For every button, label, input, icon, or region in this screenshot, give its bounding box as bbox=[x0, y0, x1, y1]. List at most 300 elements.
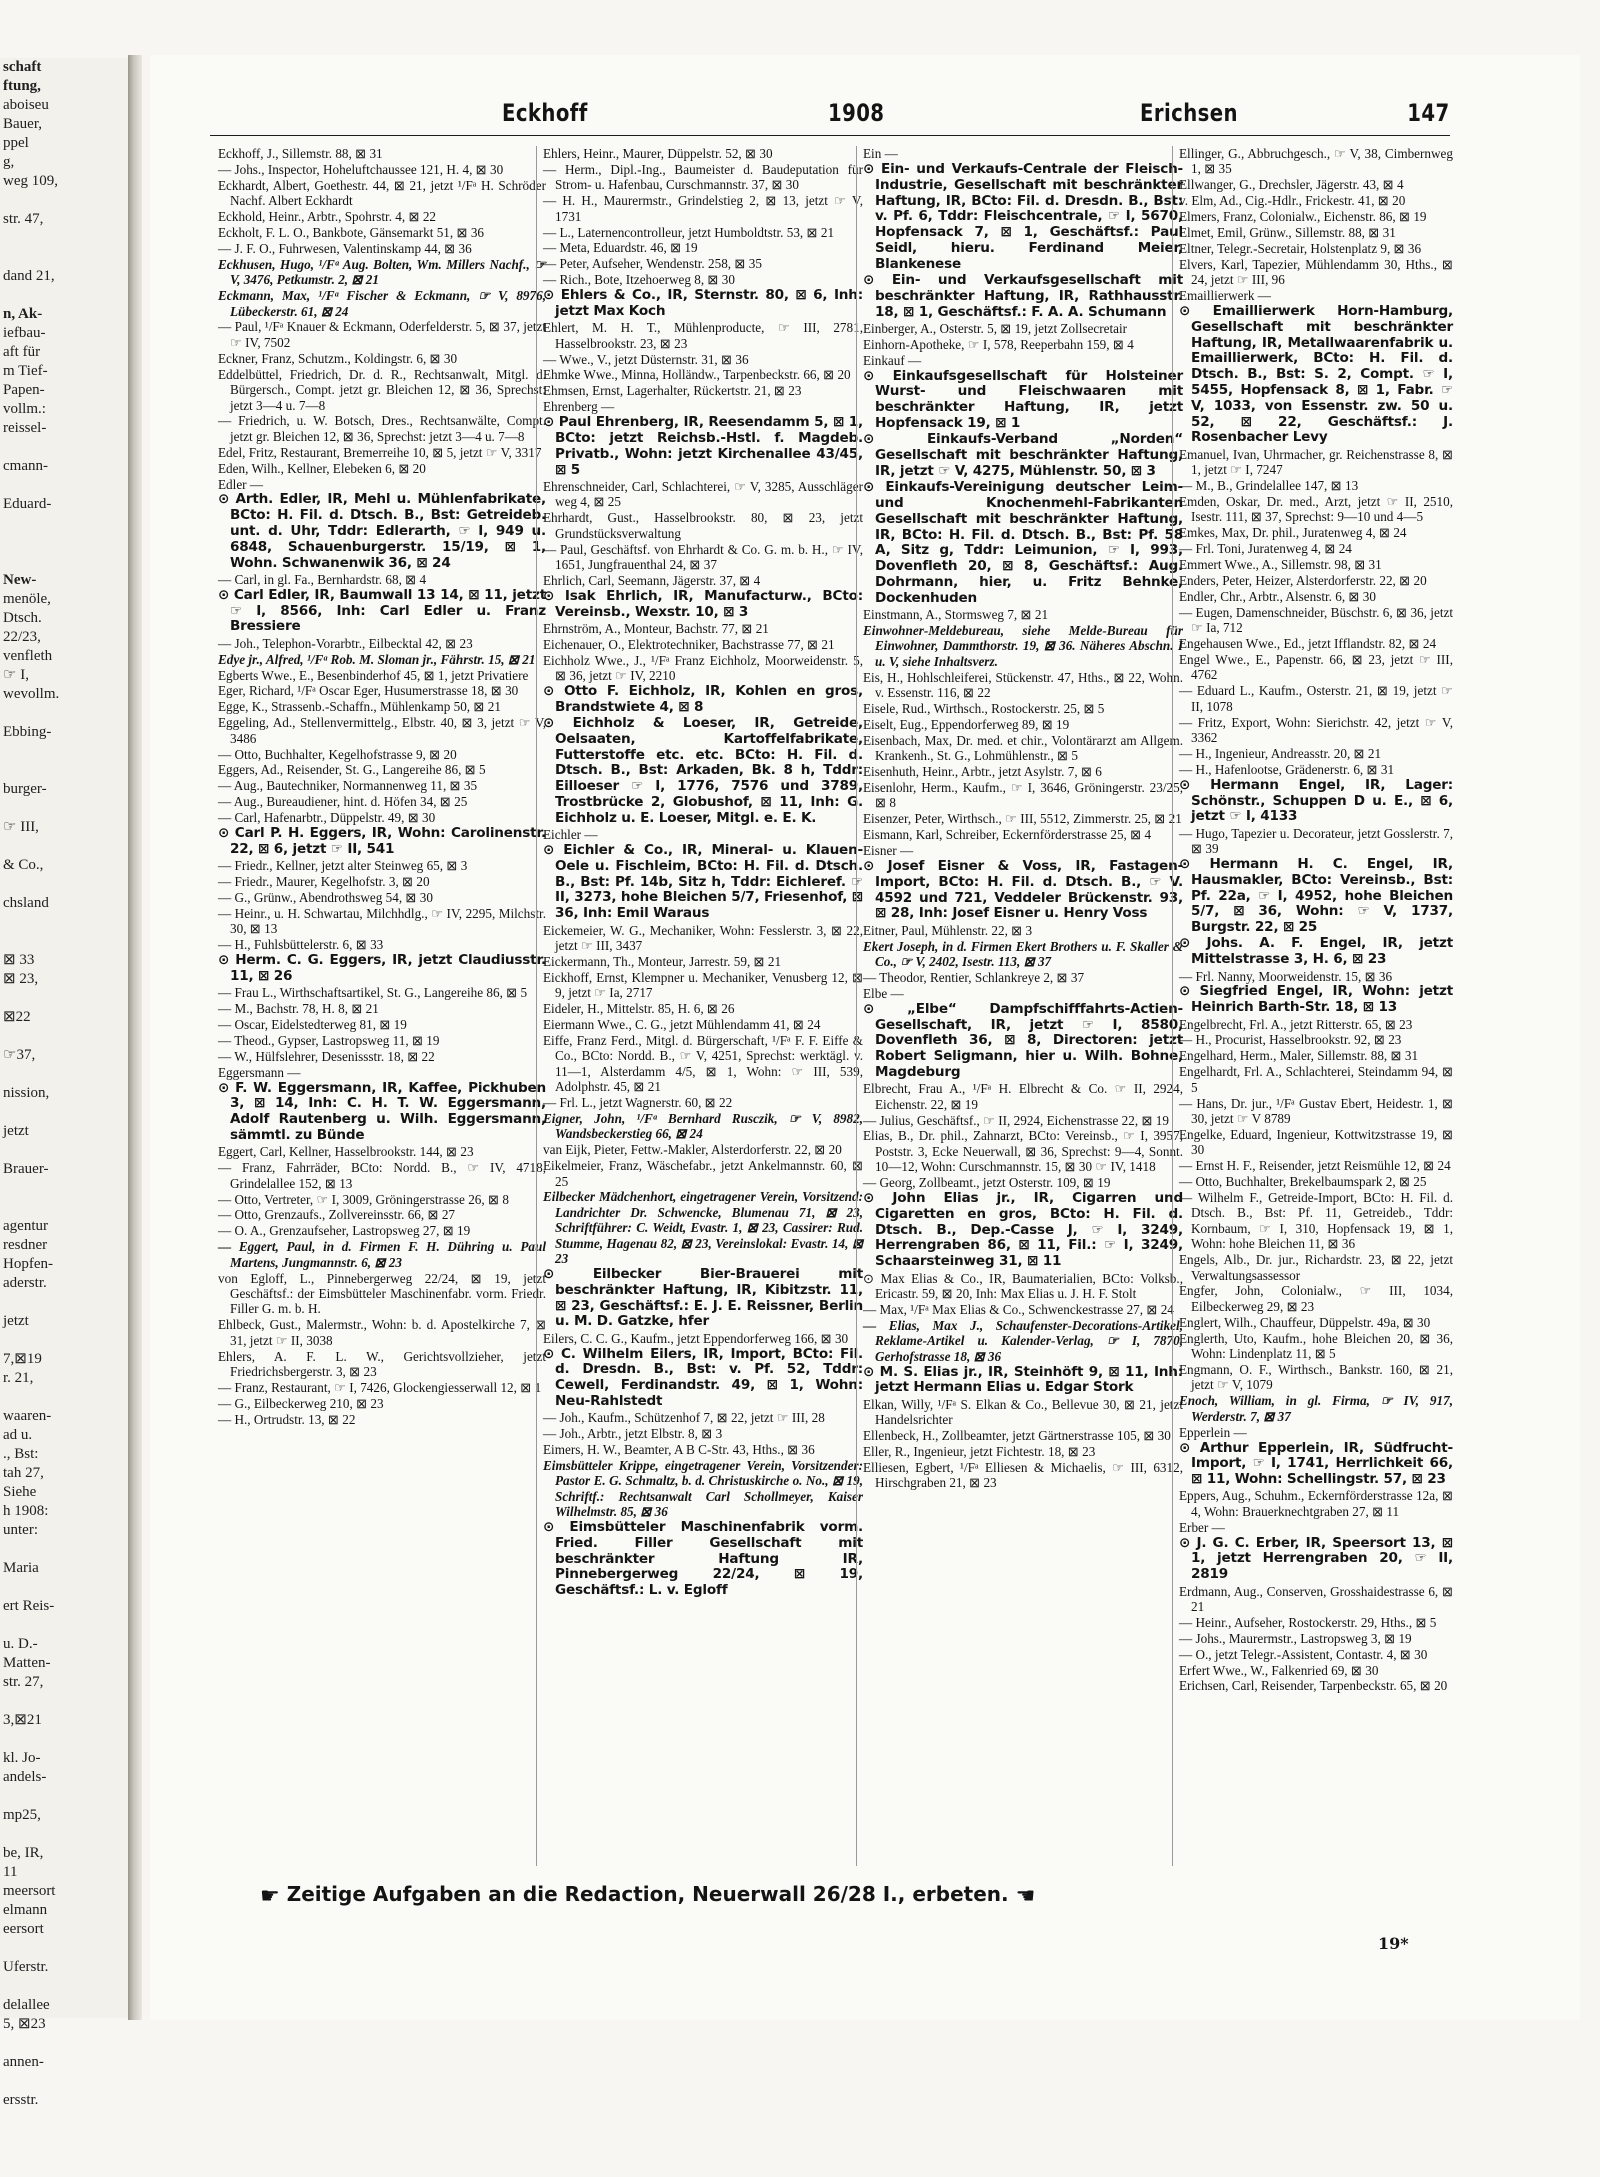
directory-entry: — Eugen, Damenschneider, Büschstr. 6, ⊠ 36, jetzt ☞ Ia, 712 bbox=[1179, 604, 1453, 636]
column-2 bbox=[536, 146, 863, 1866]
directory-entry: — Eggert, Paul, in d. Firmen F. H. Dühring u. Paul Martens, Jungmannstr. 6, ⊠ 23 bbox=[218, 1239, 546, 1270]
previous-page-line: annen- bbox=[3, 2054, 44, 2070]
directory-entry: Ehrlich, Carl, Seemann, Jägerstr. 37, ⊠ 4 bbox=[543, 572, 761, 588]
directory-entry: — Meta, Eduardstr. 46, ⊠ 19 bbox=[543, 240, 698, 256]
previous-page-line: 3,⊠21 bbox=[3, 1712, 42, 1728]
directory-entry: Eilbecker Mädchenhort, eingetragener Verein, Vorsitzend: Landrichter Dr. Schwencke, Blumenau 71, ⊠ 23, Schriftführer: C. Weidt, Evastr. 1, ⊠ 23, Cassirer: Rud. Stumme, Hagenau 82, ⊠ 23, Vereinslokal: Evastr. 14, ⊠ 23 bbox=[543, 1189, 863, 1267]
previous-page-line: jetzt bbox=[3, 1123, 29, 1139]
directory-entry: — Friedrich, u. W. Botsch, Dres., Rechtsanwälte, Compt. jetzt gr. Bleichen 12, ⊠ 36, Sprechst: jetzt 3—4 u. 7—8 bbox=[218, 413, 546, 444]
directory-entry: — Otto, Buchhalter, Brekelbaumspark 2, ⊠ 25 bbox=[1179, 1174, 1427, 1190]
directory-entry: ⊙ Arthur Epperlein, IR, Südfrucht-Import, ☞ I, 1741, Herrlichkeit 66, ⊠ 11, Wohn: Schellingstr. 57, ⊠ 23 bbox=[1179, 1439, 1453, 1488]
previous-page-line: ☞ III, bbox=[3, 819, 39, 835]
directory-entry: Elmet, Emil, Grünw., Sillemstr. 88, ⊠ 31 bbox=[1179, 225, 1396, 241]
previous-page-line bbox=[0, 286, 128, 305]
previous-page-line bbox=[0, 533, 128, 552]
directory-entry: Eddelbüttel, Friedrich, Dr. d. R., Rechtsanwalt, Mitgl. d. Bürgersch., Compt. jetzt gr. Bleichen 12, ⊠ 36, Sprechst: jetzt 3—4 u. 7—8 bbox=[218, 366, 546, 413]
previous-page-line: ☞ I, bbox=[3, 667, 29, 683]
directory-entry: Emanuel, Ivan, Uhrmacher, gr. Reichenstrasse 8, ⊠ 1, jetzt ☞ I, 7247 bbox=[1179, 446, 1453, 478]
previous-page-line: ppel bbox=[3, 135, 29, 151]
previous-page-line: eersort bbox=[3, 1921, 44, 1937]
directory-entry: Eckmann, Max, ¹/Fᵃ Fischer & Eckmann, ☞ V, 8976, Lübeckerstr. 61, ⊠ 24 bbox=[218, 288, 546, 319]
previous-page-line: be, IR, bbox=[3, 1845, 44, 1861]
previous-page-line bbox=[0, 932, 128, 951]
previous-page-line: ⊠ 23, bbox=[3, 971, 39, 987]
directory-entry: Egberts Wwe., E., Besenbinderhof 45, ⊠ 1, jetzt Privatiere bbox=[218, 667, 529, 683]
directory-entry: Eden, Wilh., Kellner, Elebeken 6, ⊠ 20 bbox=[218, 460, 426, 476]
directory-entry: Elmers, Franz, Colonialw., Eichenstr. 86, ⊠ 19 bbox=[1179, 209, 1427, 225]
directory-entry: — Rich., Bote, Itzehoerweg 8, ⊠ 30 bbox=[543, 272, 735, 288]
directory-entry: Erichsen, Carl, Reisender, Tarpenbeckstr. 65, ⊠ 20 bbox=[1179, 1678, 1448, 1694]
directory-entry: Engelke, Eduard, Ingenieur, Kottwitzstrasse 19, ⊠ 30 bbox=[1179, 1126, 1453, 1158]
directory-entry: Ehrenberg — bbox=[543, 399, 615, 415]
directory-entry: ⊙ „Elbe“ Dampfschifffahrts-Actien-Gesellschaft, IR, jetzt ☞ I, 8580, Dovenfleth 36, ⊠ 8, Directoren: jetzt Robert Seligmann, hier u. Wilh. Bohne, Magdeburg bbox=[863, 1000, 1183, 1080]
previous-page-line: resdner bbox=[3, 1237, 48, 1253]
previous-page-line bbox=[0, 476, 128, 495]
header-year: 1908 bbox=[828, 99, 885, 127]
previous-page-line: aboiseu bbox=[3, 97, 49, 113]
previous-page-line bbox=[0, 229, 128, 248]
directory-entry: Erber — bbox=[1179, 1519, 1225, 1535]
directory-entry: Ehrnström, A., Monteur, Bachstr. 77, ⊠ 21 bbox=[543, 620, 769, 636]
previous-page-line: delallee bbox=[3, 1997, 50, 2013]
directory-entry: ⊙ Eilbecker Bier-Brauerei mit beschränkter Haftung, IR, Kibitzstr. 11, ⊠ 23, Geschäftsf.: E. J. E. Reissner, Berlin u. M. D. Gatzke, hfer bbox=[543, 1265, 863, 1330]
previous-page-line: ert Reis- bbox=[3, 1598, 55, 1614]
directory-entry: ⊙ Josef Eisner & Voss, IR, Fastagen-Import, BCto: H. Fil. d. Dtsch. B., ☞ V. 4592 und 721, Veddeler Brückenstr. 93, ⊠ 28, Inh: Josef Eisner u. Henry Voss bbox=[863, 858, 1183, 922]
previous-page-line: wevollm. bbox=[3, 686, 60, 702]
directory-entry: Einberger, A., Osterstr. 5, ⊠ 19, jetzt Zollsecretair bbox=[863, 320, 1128, 336]
previous-page-line: waaren- bbox=[3, 1408, 52, 1424]
directory-entry: Eiselt, Eug., Eppendorferweg 89, ⊠ 19 bbox=[863, 716, 1070, 732]
directory-entry: Eisenbach, Max, Dr. med. et chir., Volontärarzt am Allgem. Krankenh., St. G., Lohmühlenstr., ⊠ 5 bbox=[863, 732, 1183, 764]
previous-page-line: ⊠22 bbox=[3, 1009, 31, 1025]
directory-entry: Elbrecht, Frau A., ¹/Fᵃ H. Elbrecht & Co. ☞ II, 2924, Eichenstr. 22, ⊠ 19 bbox=[863, 1081, 1183, 1112]
directory-entry: — Heinr., u. H. Schwartau, Milchhdlg., ☞ IV, 2295, Milchstr. 30, ⊠ 13 bbox=[218, 905, 546, 937]
previous-page-line: dand 21, bbox=[3, 268, 55, 284]
directory-entry: ⊙ Johs. A. F. Engel, IR, jetzt Mittelstrasse 3, H. 6, ⊠ 23 bbox=[1179, 935, 1453, 968]
previous-page-line: Dtsch. bbox=[3, 610, 42, 626]
previous-page-line: Uferstr. bbox=[3, 1959, 49, 1975]
directory-entry: ⊙ Eichler & Co., IR, Mineral- u. Klauen-Oele u. Fischleim, BCto: H. Fil. d. Dtsch. B., Bst: Pf. 14b, Sitz h, Tddr: Eichleref. ☞ II, 3273, hohe Bleichen 5/7, Friesenhof, ⊠ 36, Inh: Emil Waraus bbox=[543, 842, 863, 922]
previous-page-line: ☞37, bbox=[3, 1047, 36, 1063]
directory-entry: Einstmann, A., Stormsweg 7, ⊠ 21 bbox=[863, 607, 1049, 623]
previous-page-line: 5, ⊠23 bbox=[3, 2016, 46, 2032]
directory-entry: — W., Hülfslehrer, Desenissstr. 18, ⊠ 22 bbox=[218, 1048, 435, 1064]
previous-page-line bbox=[0, 191, 128, 210]
previous-page-line: tah 27, bbox=[3, 1465, 44, 1481]
column-1 bbox=[218, 146, 546, 1866]
previous-page-line: vollm.: bbox=[3, 401, 46, 417]
previous-page-line: Hopfen- bbox=[3, 1256, 53, 1272]
previous-page-line bbox=[0, 1825, 128, 1844]
previous-page-line bbox=[0, 1578, 128, 1597]
directory-entry: Einhorn-Apotheke, ☞ I, 578, Reeperbahn 159, ⊠ 4 bbox=[863, 336, 1134, 352]
directory-entry: Epperlein — bbox=[1179, 1424, 1247, 1440]
previous-page-line: jetzt bbox=[3, 1313, 29, 1329]
directory-entry: Ehrhardt, Gust., Hasselbrookstr. 80, ⊠ 23, jetzt Grundstücksverwaltung bbox=[543, 510, 863, 541]
previous-page-line bbox=[0, 248, 128, 267]
previous-page-line bbox=[0, 913, 128, 932]
directory-entry: Elkan, Willy, ¹/Fᵃ S. Elkan & Co., Bellevue 30, ⊠ 21, jetzt Handelsrichter bbox=[863, 1396, 1183, 1428]
directory-entry: von Egloff, L., Pinnebergerweg 22/24, ⊠ 19, jetzt Geschäftsf.: der Eimsbütteler Maschinenfabr. vorm. Friedr. Filler G. m. b. H. bbox=[218, 1270, 546, 1317]
previous-page-line: unter: bbox=[3, 1522, 38, 1538]
directory-entry: Ein — bbox=[863, 146, 898, 161]
previous-page-line bbox=[0, 1977, 128, 1996]
book-gutter bbox=[128, 55, 142, 2020]
directory-entry: Eckner, Franz, Schutzm., Koldingstr. 6, ⊠ 30 bbox=[218, 350, 458, 366]
directory-entry: v. Elm, Ad., Cig.-Hdlr., Frickestr. 41, ⊠ 20 bbox=[1179, 193, 1406, 209]
directory-entry: Elbe — bbox=[863, 985, 904, 1001]
footer-text: Zeitige Aufgaben an die Redaction, Neuerwall 26/28 I., erbeten. bbox=[286, 1882, 1009, 1906]
directory-entry: ⊙ Hermann H. C. Engel, IR, Hausmakler, BCto: Vereinsb., Bst: Pf. 22a, ☞ I, 4952, hohe Bleichen 5/7, ⊠ 36, Wohn: ☞ V, 1737, Burgstr. 22, ⊠ 25 bbox=[1179, 855, 1453, 936]
directory-entry: — Aug., Bautechniker, Normannenweg 11, ⊠ 35 bbox=[218, 778, 478, 794]
directory-entry: ⊙ John Elias jr., IR, Cigarren und Cigaretten en gros, BCto: H. Fil. d. Dtsch. B., Dep.-Casse J, ☞ I, 3249, Herrengraben 86, ⊠ 11, Fil.: ☞ I, 3249, Schaarsteinweg 31, ⊠ 11 bbox=[863, 1190, 1183, 1270]
directory-entry: — Wwe., V., jetzt Düsternstr. 31, ⊠ 36 bbox=[543, 351, 749, 367]
previous-page-line bbox=[0, 1616, 128, 1635]
previous-page-line bbox=[0, 1065, 128, 1084]
directory-entry: — Theod., Gypser, Lastropsweg 11, ⊠ 19 bbox=[218, 1032, 440, 1048]
previous-page-line: ersstr. bbox=[3, 2092, 39, 2108]
directory-entry: Eismann, Karl, Schreiber, Eckernförderstrasse 25, ⊠ 4 bbox=[863, 827, 1152, 843]
previous-page-line: New- bbox=[3, 572, 37, 588]
directory-entry: ⊙ Herm. C. G. Eggers, IR, jetzt Claudiusstr. 11, ⊠ 26 bbox=[218, 952, 546, 984]
directory-entry: — Franz, Fahrräder, BCto: Nordd. B., ☞ IV, 4718, Grindelallee 152, ⊠ 13 bbox=[218, 1160, 546, 1191]
directory-entry: — G., Grünw., Abendrothsweg 54, ⊠ 30 bbox=[218, 890, 433, 905]
directory-entry: — Herm., Dipl.-Ing., Baumeister d. Baudeputation für Strom- u. Hafenbau, Curschmannstr. 37, ⊠ 30 bbox=[543, 161, 863, 193]
previous-page-line: ftung, bbox=[3, 78, 41, 94]
directory-entry: Emmert Wwe., A., Sillemstr. 98, ⊠ 31 bbox=[1179, 557, 1382, 573]
directory-entry: — Johs., Inspector, Hoheluftchaussee 121, H. 4, ⊠ 30 bbox=[218, 161, 504, 177]
directory-entry: — Fritz, Export, Wohn: Sierichstr. 42, jetzt ☞ V, 3362 bbox=[1179, 714, 1453, 746]
directory-entry: — Eduard L., Kaufm., Osterstr. 21, ⊠ 19, jetzt ☞ II, 1078 bbox=[1179, 683, 1453, 714]
directory-entry: ⊙ F. W. Eggersmann, IR, Kaffee, Pickhuben 3, ⊠ 14, Inh: C. H. T. W. Eggersmann, Adolf Rautenberg u. Wilh. Eggersmann, sämmtl. zu Bünde bbox=[218, 1079, 546, 1144]
directory-entry: — Frl. L., jetzt Wagnerstr. 60, ⊠ 22 bbox=[543, 1094, 733, 1110]
previous-page-line bbox=[0, 514, 128, 533]
directory-entry: — Wilhelm F., Getreide-Import, BCto: H. Fil. d. Dtsch. B., Bst: Pf. 11, Getreideb., Tddr: Kornbaum, ☞ I, 310, Hopfensack 19, ⊠ 1, Wohn: hohe Bleichen 11, ⊠ 36 bbox=[1179, 1190, 1453, 1252]
directory-entry: Eckhold, Heinr., Arbtr., Spohrstr. 4, ⊠ 22 bbox=[218, 209, 437, 225]
directory-entry: Ehlers, A. F. L. W., Gerichtsvollzieher, jetzt Friedrichsbergerstr. 3, ⊠ 23 bbox=[218, 1348, 546, 1380]
directory-entry: Engehausen Wwe., Ed., jetzt Ifflandstr. 82, ⊠ 24 bbox=[1179, 636, 1437, 652]
directory-entry: ⊙ Otto F. Eichholz, IR, Kohlen en gros, Brandstwiete 4, ⊠ 8 bbox=[543, 682, 863, 715]
directory-entry: Elvers, Karl, Tapezier, Mühlendamm 30, Hths., ⊠ 24, jetzt ☞ III, 96 bbox=[1179, 256, 1453, 288]
directory-entry: — Otto, Grenzaufs., Zollvereinsstr. 66, ⊠ 27 bbox=[218, 1207, 456, 1223]
directory-entry: ⊙ Ehlers & Co., IR, Sternstr. 80, ⊠ 6, Inh: jetzt Max Koch bbox=[543, 287, 863, 319]
directory-entry: Eppers, Aug., Schuhm., Eckernförderstrasse 12a, ⊠ 4, Wohn: Brauerknechtgraben 27, ⊠ 11 bbox=[1179, 1488, 1453, 1519]
directory-entry: Ehrenschneider, Carl, Schlachterei, ☞ V, 3285, Ausschläger weg 4, ⊠ 25 bbox=[543, 478, 863, 510]
previous-page-line: Maria bbox=[3, 1560, 39, 1576]
column-4 bbox=[1172, 146, 1453, 1866]
previous-page-line: aft für bbox=[3, 344, 41, 360]
directory-entry: — H., Procurist, Hasselbrookstr. 92, ⊠ 23 bbox=[1179, 1032, 1402, 1048]
directory-entry: Eis, H., Hohlschleiferei, Stückenstr. 47, Hths., ⊠ 22, Wohn. v. Essenstr. 116, ⊠ 22 bbox=[863, 669, 1183, 701]
directory-entry: Edye jr., Alfred, ¹/Fᵃ Rob. M. Sloman jr., Fährstr. 15, ⊠ 21 bbox=[218, 651, 536, 667]
directory-entry: Eggert, Carl, Kellner, Hasselbrookstr. 144, ⊠ 23 bbox=[218, 1144, 474, 1160]
directory-entry: Enoch, William, in gl. Firma, ☞ IV, 917, Werderstr. 7, ⊠ 37 bbox=[1179, 1393, 1453, 1424]
directory-entry: ⊙ C. Wilhelm Eilers, IR, Import, BCto: Fil. d. Dresdn. B., Bst: v. Pf. 52, Tddr: Cewell, Ferdinandstr. 49, ⊠ 1, Wohn: Neu-Rahlstedt bbox=[543, 1345, 863, 1409]
previous-page-line: ad u. bbox=[3, 1427, 33, 1443]
directory-entry: ⊙ Hermann Engel, IR, Lager: Schönstr., Schuppen D u. E., ⊠ 6, jetzt ☞ I, 4133 bbox=[1179, 776, 1453, 825]
directory-entry: Eisele, Rud., Wirthsch., Rostockerstr. 25, ⊠ 5 bbox=[863, 700, 1105, 716]
previous-page-line bbox=[0, 1540, 128, 1559]
directory-entry: Einwohner-Meldebureau, siehe Melde-Bureau für Einwohner, Dammthorstr. 19, ⊠ 36. Näheres Abschn. I u. V, siehe Inhaltsverz. bbox=[863, 622, 1183, 669]
directory-entry: — Max, ¹/Fᵃ Max Elias & Co., Schwenckestrasse 27, ⊠ 24 bbox=[863, 1301, 1174, 1317]
directory-entry: Eichholz Wwe., J., ¹/Fᵃ Franz Eichholz, Moorweidenstr. 5, ⊠ 36, jetzt ☞ IV, 2210 bbox=[543, 652, 863, 684]
previous-page-line: mp25, bbox=[3, 1807, 41, 1823]
running-header bbox=[210, 95, 1450, 136]
directory-entry: — Joh., Telephon-Vorarbtr., Eilbecktal 42, ⊠ 23 bbox=[218, 635, 473, 651]
directory-entry: Englert, Wilh., Chauffeur, Düppelstr. 49a, ⊠ 30 bbox=[1179, 1314, 1431, 1330]
directory-entry: Eimsbütteler Krippe, eingetragener Verein, Vorsitzender: Pastor E. G. Schmaltz, b. d. Christuskirche o. No., ⊠ 19, Schriftf.: Rechtsanwalt Carl Schollmeyer, Kaiser Wilhelmstr. 85, ⊠ 36 bbox=[543, 1457, 863, 1520]
directory-entry: — H., Hafenlootse, Grädenerstr. 6, ⊠ 31 bbox=[1179, 761, 1395, 777]
previous-page-line: 7,⊠19 bbox=[3, 1351, 42, 1367]
directory-entry: Elliesen, Egbert, ¹/Fᵃ Elliesen & Michaelis, ☞ III, 6312, Hirschgraben 21, ⊠ 23 bbox=[863, 1459, 1183, 1491]
directory-entry: Ehlert, M. H. T., Mühlenproducte, ☞ III, 2781, Hasselbrookstr. 23, ⊠ 23 bbox=[543, 320, 863, 351]
previous-page-line: elmann bbox=[3, 1902, 48, 1918]
previous-page-line: andels- bbox=[3, 1769, 47, 1785]
header-first-entry: Eckhoff bbox=[502, 99, 588, 127]
previous-page-line bbox=[0, 1141, 128, 1160]
previous-page-line: weg 109, bbox=[3, 173, 58, 189]
directory-entry: — L., Laternencontrolleur, jetzt Humboldtstr. 53, ⊠ 21 bbox=[543, 224, 835, 240]
previous-page-line bbox=[0, 2072, 128, 2091]
pointing-hand-left-icon: ☛ bbox=[260, 1884, 280, 1909]
page-number: 147 bbox=[1407, 99, 1450, 127]
directory-entry: Emden, Oskar, Dr. med., Arzt, jetzt ☞ II, 2510, Isestr. 111, ⊠ 37, Sprechst: 9—10 und 4—5 bbox=[1179, 493, 1453, 525]
previous-page-line: aderstr. bbox=[3, 1275, 47, 1291]
previous-page-line: Eduard- bbox=[3, 496, 52, 512]
directory-entry: Egge, K., Strassenb.-Schaffn., Mühlenkamp 50, ⊠ 21 bbox=[218, 699, 501, 715]
directory-entry: Eikelmeier, Franz, Wäschefabr., jetzt Ankelmannstr. 60, ⊠ 25 bbox=[543, 1158, 863, 1189]
directory-entry: Eggeling, Ad., Stellenvermittelg., Elbstr. 40, ⊠ 3, jetzt ☞ V, 3486 bbox=[218, 715, 546, 746]
directory-entry: — Peter, Aufseher, Wendenstr. 258, ⊠ 35 bbox=[543, 256, 762, 272]
previous-page-line: reissel- bbox=[3, 420, 47, 436]
directory-entry: — Heinr., Aufseher, Rostockerstr. 29, Hths., ⊠ 5 bbox=[1179, 1614, 1437, 1630]
directory-entry: Eisenlohr, Herm., Kaufm., ☞ I, 3646, Gröningerstr. 23/25, ⊠ 8 bbox=[863, 780, 1183, 811]
previous-page-line: Siehe bbox=[3, 1484, 37, 1500]
previous-page-line: meersort bbox=[3, 1883, 56, 1899]
previous-page-line bbox=[0, 1939, 128, 1958]
directory-entry: — Friedr., Maurer, Kegelhofstr. 3, ⊠ 20 bbox=[218, 874, 430, 890]
directory-entry: — Ernst H. F., Reisender, jetzt Reismühle 12, ⊠ 24 bbox=[1179, 1158, 1451, 1174]
previous-page-line bbox=[0, 1103, 128, 1122]
directory-entry: — Oscar, Eidelstedterweg 81, ⊠ 19 bbox=[218, 1017, 407, 1033]
directory-entry: ⊙ Emaillierwerk Horn-Hamburg, Gesellschaft mit beschränkter Haftung, IR, Metallwaarenfabrik u. Emaillierwerk, BCto: H. Fil. d. Dtsch. B., Bst: S. 2, Compt. ☞ I, 5455, Hopfensack 8, ⊠ 1, Fabr. ☞ V, 1033, von Essenstr. zw. 50 u. 52, ⊠ 22, Geschäftsf.: J. Rosenbacher Levy bbox=[1179, 303, 1453, 446]
directory-entry: Elias, B., Dr. phil., Zahnarzt, BCto: Vereinsb., ☞ I, 3957, Poststr. 3, Ecke Neuerwall, ⊠ 36, Sprechst: 9—4, Sonnt. 10—12, Wohn: Curschmannstr. 15, ⊠ 30 ☞ IV, 1418 bbox=[863, 1128, 1183, 1175]
directory-entry: — Frl. Nanny, Moorweidenstr. 15, ⊠ 36 bbox=[1179, 968, 1393, 984]
directory-entry: Englerth, Uto, Kaufm., hohe Bleichen 20, ⊠ 36, Wohn: Lindenplatz 11, ⊠ 5 bbox=[1179, 1330, 1453, 1362]
previous-page-line: ⊠ 33 bbox=[3, 952, 35, 968]
previous-page-line bbox=[0, 1027, 128, 1046]
directory-entry: Eger, Richard, ¹/Fᵃ Oscar Eger, Husumerstrasse 18, ⊠ 30 bbox=[218, 683, 519, 699]
previous-page-line bbox=[0, 761, 128, 780]
previous-page-line: schaft bbox=[3, 59, 42, 75]
directory-entry: — G., Eilbeckerweg 210, ⊠ 23 bbox=[218, 1395, 384, 1411]
directory-entry: Eisenhuth, Heinr., Arbtr., jetzt Asylstr. 7, ⊠ 6 bbox=[863, 764, 1102, 780]
previous-page-line bbox=[0, 1730, 128, 1749]
previous-page-line bbox=[0, 438, 128, 457]
previous-page-line: str. 47, bbox=[3, 211, 44, 227]
directory-entry: Eller, R., Ingenieur, jetzt Fichtestr. 18, ⊠ 23 bbox=[863, 1443, 1096, 1459]
directory-entry: — Georg, Zollbeamt., jetzt Osterstr. 109, ⊠ 19 bbox=[863, 1175, 1111, 1191]
directory-entry: Eitner, Paul, Mühlenstr. 22, ⊠ 3 bbox=[863, 922, 1033, 938]
previous-page-line: Papen- bbox=[3, 382, 45, 398]
directory-entry: — Franz, Restaurant, ☞ I, 7426, Glockengiesserwall 12, ⊠ 1 bbox=[218, 1379, 542, 1395]
directory-entry: — Aug., Bureaudiener, hint. d. Höfen 34, ⊠ 25 bbox=[218, 794, 468, 810]
directory-entry: Eggersmann — bbox=[218, 1064, 301, 1080]
directory-entry: — Theodor, Rentier, Schlankreye 2, ⊠ 37 bbox=[863, 969, 1085, 985]
previous-page-line bbox=[0, 1787, 128, 1806]
directory-entry: Ehlers, Heinr., Maurer, Düppelstr. 52, ⊠ 30 bbox=[543, 146, 773, 161]
directory-entry: ⊙ J. G. C. Erber, IR, Speersort 13, ⊠ 1, jetzt Herrengraben 20, ☞ II, 2819 bbox=[1179, 1534, 1453, 1583]
previous-page-line bbox=[0, 837, 128, 856]
previous-page-line: 11 bbox=[3, 1864, 18, 1880]
directory-entry: ⊙ Ein- und Verkaufs-Centrale der Fleisch-Industrie, Gesellschaft mit beschränkter Haftung, IR, BCto: Fil. d. Dresdn. B., Bst: v. Pf. 6, Tddr: Fleischcentrale, ☞ I, 5670, Hopfensack 7, ⊠ 1, Geschäftsf.: Paul Seidl, hieru. Ferdinand Meier, Blankenese bbox=[863, 160, 1183, 272]
directory-entry: Engel Wwe., E., Papenstr. 66, ⊠ 23, jetzt ☞ III, 4762 bbox=[1179, 652, 1453, 683]
previous-page-line bbox=[0, 552, 128, 571]
directory-entry: — Hans, Dr. jur., ¹/Fᵃ Gustav Ebert, Heidestr. 1, ⊠ 30, jetzt ☞ V 8789 bbox=[1179, 1095, 1453, 1126]
directory-entry: Endler, Chr., Arbtr., Alsenstr. 6, ⊠ 30 bbox=[1179, 588, 1376, 604]
directory-entry: Ekert Joseph, in d. Firmen Ekert Brothers u. F. Skaller & Co., ☞ V, 2402, Isestr. 113, ⊠ 37 bbox=[863, 938, 1183, 970]
directory-entry: Eckhoff, J., Sillemstr. 88, ⊠ 31 bbox=[218, 146, 383, 161]
previous-page-line bbox=[0, 704, 128, 723]
directory-entry: — J. F. O., Fuhrwesen, Valentinskamp 44, ⊠ 36 bbox=[218, 240, 472, 256]
previous-page-line: str. 27, bbox=[3, 1674, 44, 1690]
directory-entry: — Johs., Maurermstr., Lastropsweg 3, ⊠ 19 bbox=[1179, 1630, 1412, 1646]
pointing-hand-right-icon: ☚ bbox=[1015, 1884, 1036, 1909]
directory-entry: Eisner — bbox=[863, 843, 914, 859]
previous-page-line bbox=[0, 1331, 128, 1350]
directory-entry: — Carl, in gl. Fa., Bernhardstr. 68, ⊠ 4 bbox=[218, 571, 427, 587]
previous-page-line: ., Bst: bbox=[3, 1446, 39, 1462]
directory-entry: ⊙ Einkaufsgesellschaft für Holsteiner Wurst- und Fleischwaaren mit beschränkter Haftung, IR, jetzt Hopfensack 19, ⊠ 1 bbox=[863, 367, 1183, 431]
directory-entry: Ehlbeck, Gust., Malermstr., Wohn: b. d. Apostelkirche 7, ⊠ 31, jetzt ☞ II, 3038 bbox=[218, 1317, 546, 1348]
directory-entry: — O., jetzt Telegr.-Assistent, Contastr. 4, ⊠ 30 bbox=[1179, 1646, 1428, 1662]
previous-page-line: 22/23, bbox=[3, 629, 41, 645]
previous-page-line: Brauer- bbox=[3, 1161, 49, 1177]
previous-page-line: iefbau- bbox=[3, 325, 46, 341]
directory-entry: ⊙ Einkaufs-Vereinigung deutscher Leim- und Knochenmehl-Fabrikanten Gesellschaft mit beschränkter Haftung, IR, BCto: H. Fil. d. Dtsch. B., Bst: Pf. 58 A, Sitz g, Tddr: Leimunion, ☞ I, 993, Dovenfleth 20, ⊠ 8, Geschäftsf.: Aug. Dohrmann, hier, u. Fritz Behnke, Dockenhuden bbox=[863, 479, 1183, 606]
directory-entry: — Paul, Geschäftsf. von Ehrhardt & Co. G. m. b. H., ☞ IV, 1651, Jungfrauenthal 24, ⊠ 37 bbox=[543, 541, 863, 572]
directory-entry: Ehmke Wwe., Minna, Holländw., Tarpenbeckstr. 66, ⊠ 20 bbox=[543, 367, 851, 383]
directory-entry: ⊙ Isak Ehrlich, IR, Manufacturw., BCto: Vereinsb., Wexstr. 10, ⊠ 3 bbox=[543, 587, 863, 620]
directory-entry: — Hugo, Tapezier u. Decorateur, jetzt Gosslerstr. 7, ⊠ 39 bbox=[1179, 825, 1453, 857]
previous-page-line bbox=[0, 1388, 128, 1407]
directory-entry: — Paul, ¹/Fᵃ Knauer & Eckmann, Oderfelderstr. 5, ⊠ 37, jetzt ☞ IV, 7502 bbox=[218, 319, 546, 350]
previous-page-line bbox=[0, 1179, 128, 1198]
directory-entry: Eckholt, F. L. O., Bankbote, Gänsemarkt 51, ⊠ 36 bbox=[218, 225, 485, 241]
directory-entry: Emaillierwerk — bbox=[1179, 288, 1271, 304]
directory-entry: — Friedr., Kellner, jetzt alter Steinweg 65, ⊠ 3 bbox=[218, 858, 468, 874]
directory-entry: Eckhardt, Albert, Goethestr. 44, ⊠ 21, jetzt ¹/Fᵃ H. Schröder Nachf. Albert Eckhardt bbox=[218, 177, 546, 209]
directory-entry: ⊙ M. S. Elias jr., IR, Steinhöft 9, ⊠ 11, Inh: jetzt Hermann Elias u. Edgar Stork bbox=[863, 1363, 1183, 1396]
previous-page-line: cmann- bbox=[3, 458, 48, 474]
previous-page-line: Bauer, bbox=[3, 116, 42, 132]
directory-entry: ⊙ Max Elias & Co., IR, Baumaterialien, BCto: Volksb., Ericastr. 59, ⊠ 20, Inh: Max Elias u. J. H. F. Stolt bbox=[863, 1270, 1183, 1301]
directory-entry: ⊙ Eimsbütteler Maschinenfabrik vorm. Fried. Filler Gesellschaft mit beschränkter Haftung IR, Pinnebergerweg 22/24, ⊠ 19, Geschäftsf.: L. v. Egloff bbox=[543, 1519, 863, 1599]
directory-entry: ⊙ Siegfried Engel, IR, Wohn: jetzt Heinrich Barth-Str. 18, ⊠ 13 bbox=[1179, 983, 1453, 1016]
previous-page-fragment bbox=[0, 58, 129, 2108]
directory-entry: Edel, Fritz, Restaurant, Bremerreihe 10, ⊠ 5, jetzt ☞ V, 3317 bbox=[218, 444, 542, 460]
previous-page-line bbox=[0, 799, 128, 818]
directory-entry: Eiffe, Franz Ferd., Mitgl. d. Bürgerschaft, ¹/Fᵃ F. F. Eiffe & Co., BCto: Nordd. B., ☞ V, 4251, Sprechst: werktägl. v. 11—1, Alsterdamm 4/5, ⊠ 1, Wohn: ☞ III, 539, Adolphstr. 45, ⊠ 21 bbox=[543, 1032, 863, 1095]
directory-entry: — Carl, Hafenarbtr., Düppelstr. 49, ⊠ 30 bbox=[218, 810, 436, 826]
directory-entry: Eickemeier, W. G., Mechaniker, Wohn: Fesslerstr. 3, ⊠ 22, jetzt ☞ III, 3437 bbox=[543, 922, 863, 953]
previous-page-line: burger- bbox=[3, 781, 47, 797]
directory-entry: Eigner, John, ¹/Fᵃ Bernhard Rusczik, ☞ V, 8982, Wandsbeckerstieg 66, ⊠ 24 bbox=[543, 1110, 863, 1142]
directory-entry: Eickhoff, Ernst, Klempner u. Mechaniker, Venusberg 12, ⊠ 9, jetzt ☞ Ia, 2717 bbox=[543, 969, 863, 1001]
directory-entry: Ehmsen, Ernst, Lagerhalter, Rückertstr. 21, ⊠ 23 bbox=[543, 383, 802, 399]
directory-entry: ⊙ Arth. Edler, IR, Mehl u. Mühlenfabrikate, BCto: H. Fil. d. Dtsch. B., Bst: Getreideb. unt. d. Uhr, Tddr: Edlerarth, ☞ I, 949 u. 6848, Schauenburgerstr. 15/19, ⊠ 1, Wohn. Schwanenwik 36, ⊠ 24 bbox=[218, 491, 546, 571]
directory-entry: Enders, Peter, Heizer, Alsterdorferstr. 22, ⊠ 20 bbox=[1179, 572, 1427, 588]
directory-entry: Eichler — bbox=[543, 827, 598, 843]
previous-page-line: agentur bbox=[3, 1218, 48, 1234]
directory-entry: Emkes, Max, Dr. phil., Juratenweg 4, ⊠ 24 bbox=[1179, 525, 1407, 541]
directory-entry: Eimers, H. W., Beamter, A B C-Str. 43, Hths., ⊠ 36 bbox=[543, 1442, 815, 1458]
previous-page-line: nission, bbox=[3, 1085, 50, 1101]
previous-page-line bbox=[0, 1692, 128, 1711]
previous-page-line: n, Ak- bbox=[3, 306, 43, 322]
directory-entry: Eckhusen, Hugo, ¹/Fᵃ Aug. Bolten, Wm. Millers Nachf., ☞ V, 3476, Petkumstr. 2, ⊠ 21 bbox=[218, 256, 546, 288]
directory-entry: ⊙ Paul Ehrenberg, IR, Reesendamm 5, ⊠ 1, BCto: jetzt Reichsb.-Hstl. f. Magdeb. Privatb., Wohn: jetzt Kirchenallee 43/45, ⊠ 5 bbox=[543, 414, 863, 478]
directory-entry: Edler — bbox=[218, 476, 264, 492]
directory-entry: — Joh., Kaufm., Schützenhof 7, ⊠ 22, jetzt ☞ III, 28 bbox=[543, 1410, 825, 1426]
column-3 bbox=[856, 146, 1183, 1866]
directory-entry: ⊙ Carl P. H. Eggers, IR, Wohn: Carolinenstr. 22, ⊠ 6, jetzt ☞ II, 541 bbox=[218, 825, 546, 857]
previous-page-line: m Tief- bbox=[3, 363, 48, 379]
directory-entry: Engels, Alb., Dr. jur., Richardstr. 23, ⊠ 22, jetzt Verwaltungsassessor bbox=[1179, 1252, 1453, 1283]
previous-page-line: g, bbox=[3, 154, 15, 170]
previous-page-line bbox=[0, 989, 128, 1008]
directory-entry: — Julius, Geschäftsf., ☞ II, 2924, Eichenstrasse 22, ⊠ 19 bbox=[863, 1112, 1169, 1128]
directory-entry: Erdmann, Aug., Conserven, Grosshaidestrasse 6, ⊠ 21 bbox=[1179, 1583, 1453, 1614]
previous-page-line: kl. Jo- bbox=[3, 1750, 41, 1766]
directory-entry: Eideler, H., Mittelstr. 85, H. 6, ⊠ 26 bbox=[543, 1001, 735, 1017]
directory-entry: — H. H., Maurermstr., Grindelstieg 2, ⊠ 13, jetzt ☞ V, 1731 bbox=[543, 193, 863, 224]
directory-entry: Engfer, John, Colonialw., ☞ III, 1034, Eilbeckerweg 29, ⊠ 23 bbox=[1179, 1283, 1453, 1314]
directory-entry: Eichenauer, O., Elektrotechniker, Bachstrasse 77, ⊠ 21 bbox=[543, 636, 835, 652]
directory-entry: — Frau L., Wirthschaftsartikel, St. G., Langereihe 86, ⊠ 5 bbox=[218, 985, 528, 1001]
directory-entry: Eggers, Ad., Reisender, St. G., Langereihe 86, ⊠ 5 bbox=[218, 762, 486, 778]
directory-entry: Einkauf — bbox=[863, 352, 922, 368]
directory-entry: — H., Fuhlsbüttelerstr. 6, ⊠ 33 bbox=[218, 937, 384, 953]
previous-page-line: & Co., bbox=[3, 857, 44, 873]
directory-entry: — M., B., Grindelallee 147, ⊠ 13 bbox=[1179, 478, 1359, 494]
previous-page-line: menöle, bbox=[3, 591, 51, 607]
previous-page-line bbox=[0, 1198, 128, 1217]
directory-entry: Engelbrecht, Frl. A., jetzt Ritterstr. 65, ⊠ 23 bbox=[1179, 1016, 1413, 1032]
previous-page-line bbox=[0, 1293, 128, 1312]
directory-entry: Erfert Wwe., W., Falkenried 69, ⊠ 30 bbox=[1179, 1662, 1379, 1678]
previous-page-line: Matten- bbox=[3, 1655, 51, 1671]
previous-page-line bbox=[0, 2034, 128, 2053]
directory-entry: Eickermann, Th., Monteur, Jarrestr. 59, ⊠ 21 bbox=[543, 953, 782, 969]
directory-entry: — Otto, Vertreter, ☞ I, 3009, Gröningerstrasse 26, ⊠ 8 bbox=[218, 1191, 509, 1207]
directory-entry: Engelhardt, Frl. A., Schlachterei, Steindamm 94, ⊠ 5 bbox=[1179, 1064, 1453, 1095]
previous-page-line bbox=[0, 742, 128, 761]
header-last-entry: Erichsen bbox=[1140, 99, 1238, 127]
directory-entry: Ellwanger, G., Drechsler, Jägerstr. 43, ⊠ 4 bbox=[1179, 177, 1404, 193]
directory-entry: Ellinger, G., Abbruchgesch., ☞ V, 38, Cimbernweg 1, ⊠ 35 bbox=[1179, 146, 1453, 177]
directory-entry: ⊙ Eichholz & Loeser, IR, Getreide, Oelsaaten, Kartoffelfabrikate, Futterstoffe etc. etc. BCto: H. Fil. d. Dtsch. B., Bst: Arkaden, Bk. 8 h, Tddr: Eilloeser ☞ I, 1776, 7576 und 3789, Trostbrücke 2, Globushof, ⊠ 11, Inh: G. Eichholz u. E. Loeser, Mitgl. e. E. K. bbox=[543, 715, 863, 826]
directory-entry: ⊙ Einkaufs-Verband „Norden“ Gesellschaft mit beschränkter Haftung, IR, jetzt ☞ V, 4275, Mühlenstr. 50, ⊠ 3 bbox=[863, 431, 1183, 479]
previous-page-line: h 1908: bbox=[3, 1503, 49, 1519]
previous-page-line: Ebbing- bbox=[3, 724, 52, 740]
directory-entry: ⊙ Ein- und Verkaufsgesellschaft mit beschränkter Haftung, IR, Rathhausstr. 18, ⊠ 1, Geschäftsf.: F. A. A. Schumann bbox=[863, 271, 1183, 320]
directory-entry: — H., Ortrudstr. 13, ⊠ 22 bbox=[218, 1411, 356, 1427]
directory-entry: Ellenbeck, H., Zollbeamter, jetzt Gärtnerstrasse 105, ⊠ 30 bbox=[863, 1427, 1171, 1443]
directory-entry: — M., Bachstr. 78, H. 8, ⊠ 21 bbox=[218, 1001, 379, 1017]
directory-entry: Engmann, O. F., Wirthsch., Bankstr. 160, ⊠ 21, jetzt ☞ V, 1079 bbox=[1179, 1361, 1453, 1393]
previous-page-line bbox=[0, 875, 128, 894]
